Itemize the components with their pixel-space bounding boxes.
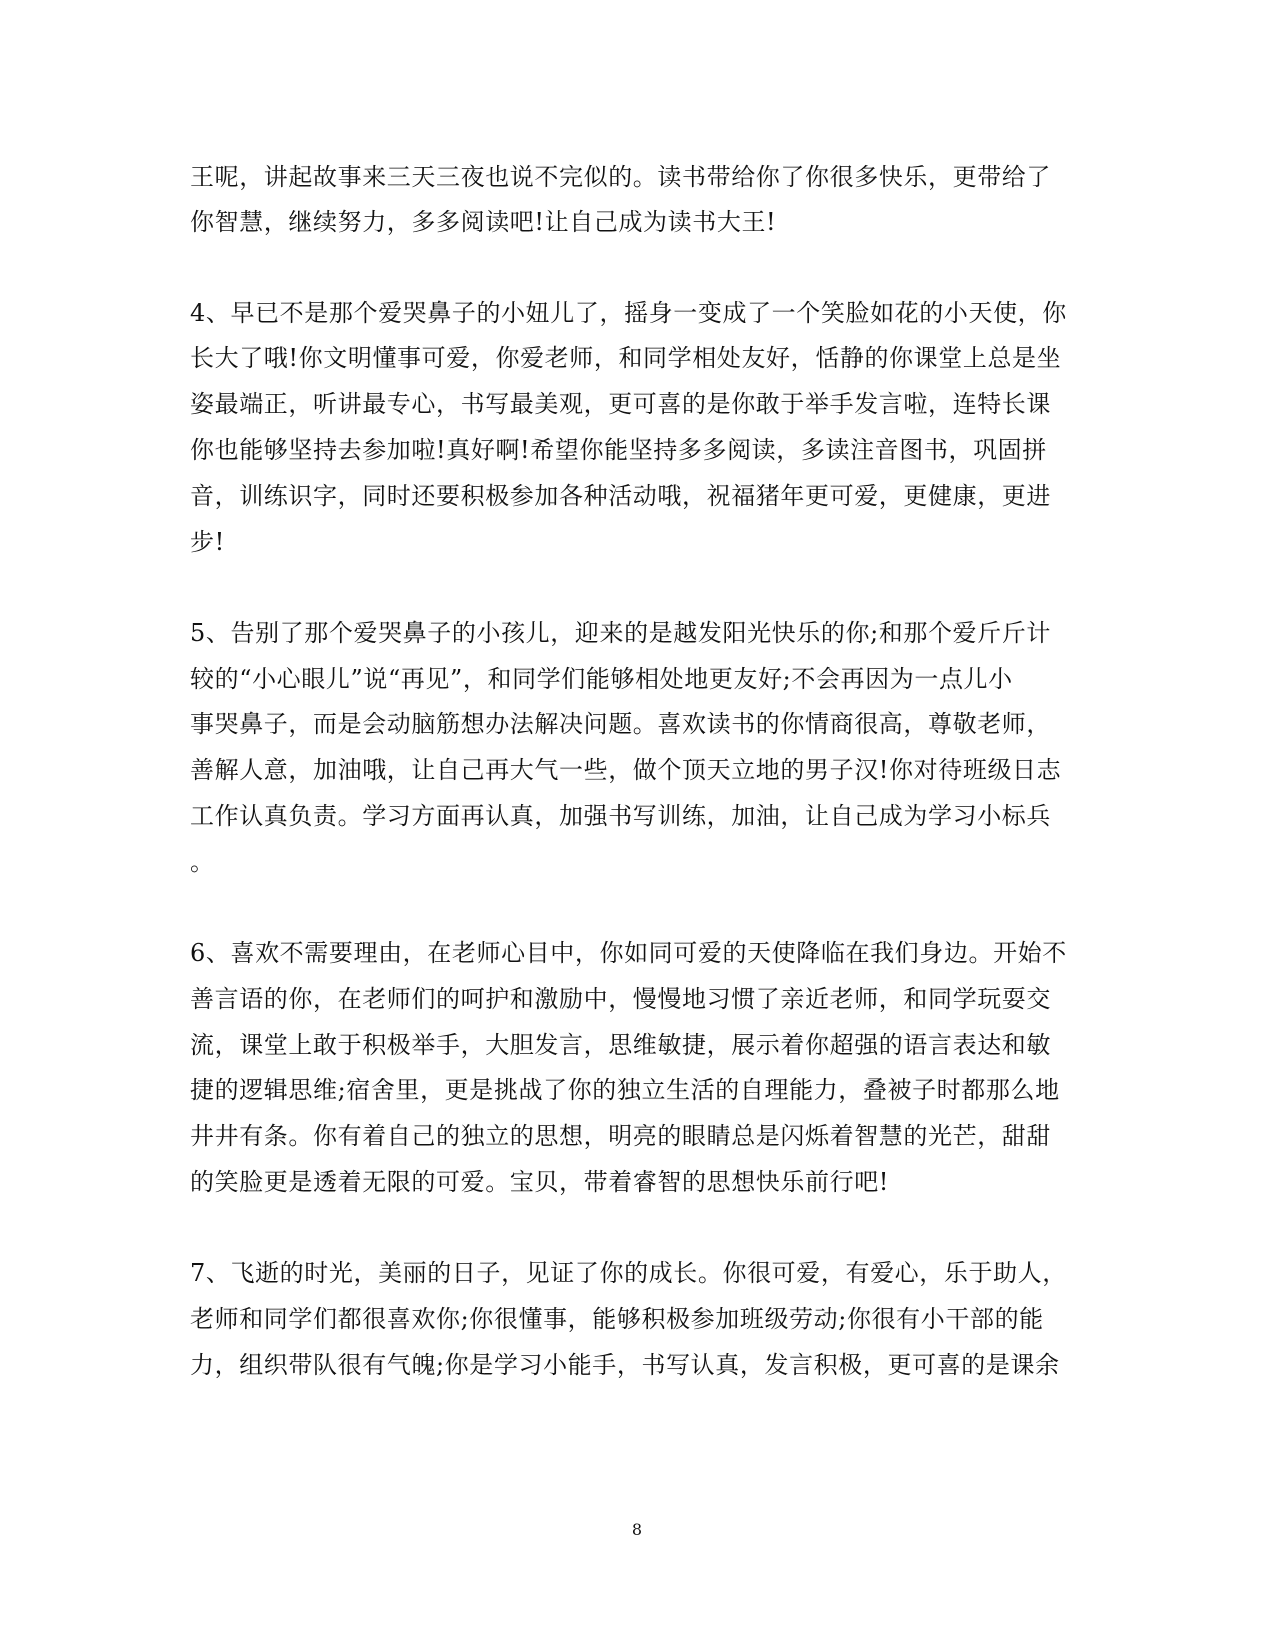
text-line: 姿最端正，听讲最专心，书写最美观，更可喜的是你敢于举手发言啦，连特长课	[190, 390, 1051, 418]
text-line: 力，组织带队很有气魄;你是学习小能手，书写认真，发言积极，更可喜的是课余	[190, 1351, 1060, 1379]
text-line: 你也能够坚持去参加啦!真好啊!希望你能坚持多多阅读，多读注音图书，巩固拼	[190, 436, 1047, 464]
text-line: 善言语的你，在老师们的呵护和激励中，慢慢地习惯了亲近老师，和同学玩耍交	[190, 985, 1051, 1013]
text-line: 事哭鼻子，而是会动脑筋想办法解决问题。喜欢读书的你情商很高，尊敬老师，	[190, 710, 1051, 738]
text-line: 音，训练识字，同时还要积极参加各种活动哦，祝福猪年更可爱，更健康，更进	[190, 482, 1051, 510]
text-line: 6、喜欢不需要理由，在老师心目中，你如同可爱的天使降临在我们身边。开始不	[190, 939, 1067, 967]
text-line: 流，课堂上敢于积极举手，大胆发言，思维敏捷，展示着你超强的语言表达和敏	[190, 1031, 1051, 1059]
text-line: 捷的逻辑思维;宿舍里，更是挑战了你的独立生活的自理能力，叠被子时都那么地	[190, 1076, 1060, 1104]
text-line: 5、告别了那个爱哭鼻子的小孩儿，迎来的是越发阳光快乐的你;和那个爱斤斤计	[190, 619, 1051, 647]
page-number: 8	[631, 1520, 643, 1539]
text-line: 善解人意，加油哦，让自己再大气一些，做个顶天立地的男子汉!你对待班级日志	[190, 756, 1062, 784]
text-line: 的笑脸更是透着无限的可爱。宝贝，带着睿智的思想快乐前行吧!	[190, 1168, 890, 1196]
text-line: 老师和同学们都很喜欢你;你很懂事，能够积极参加班级劳动;你很有小干部的能	[190, 1305, 1044, 1333]
text-line: 王呢，讲起故事来三天三夜也说不完似的。读书带给你了你很多快乐，更带给了	[190, 163, 1051, 191]
text-line: 7、飞逝的时光，美丽的日子，见证了你的成长。你很可爱，有爱心，乐于助人，	[190, 1259, 1067, 1287]
text-line: 。	[190, 848, 215, 876]
text-line: 工作认真负责。学习方面再认真，加强书写训练，加油，让自己成为学习小标兵	[190, 802, 1051, 830]
text-line: 步!	[190, 528, 225, 556]
text-line: 你智慧，继续努力，多多阅读吧!让自己成为读书大王!	[190, 208, 777, 236]
text-line: 4、早已不是那个爱哭鼻子的小妞儿了，摇身一变成了一个笑脸如花的小天使，你	[190, 299, 1067, 327]
text-line: 长大了哦!你文明懂事可爱，你爱老师，和同学相处友好，恬静的你课堂上总是坐	[190, 344, 1062, 372]
text-line: 井井有条。你有着自己的独立的思想，明亮的眼睛总是闪烁着智慧的光芒，甜甜	[190, 1122, 1051, 1150]
text-line: 较的“小心眼儿”说“再见”，和同学们能够相处地更友好;不会再因为一点儿小	[190, 665, 1013, 693]
